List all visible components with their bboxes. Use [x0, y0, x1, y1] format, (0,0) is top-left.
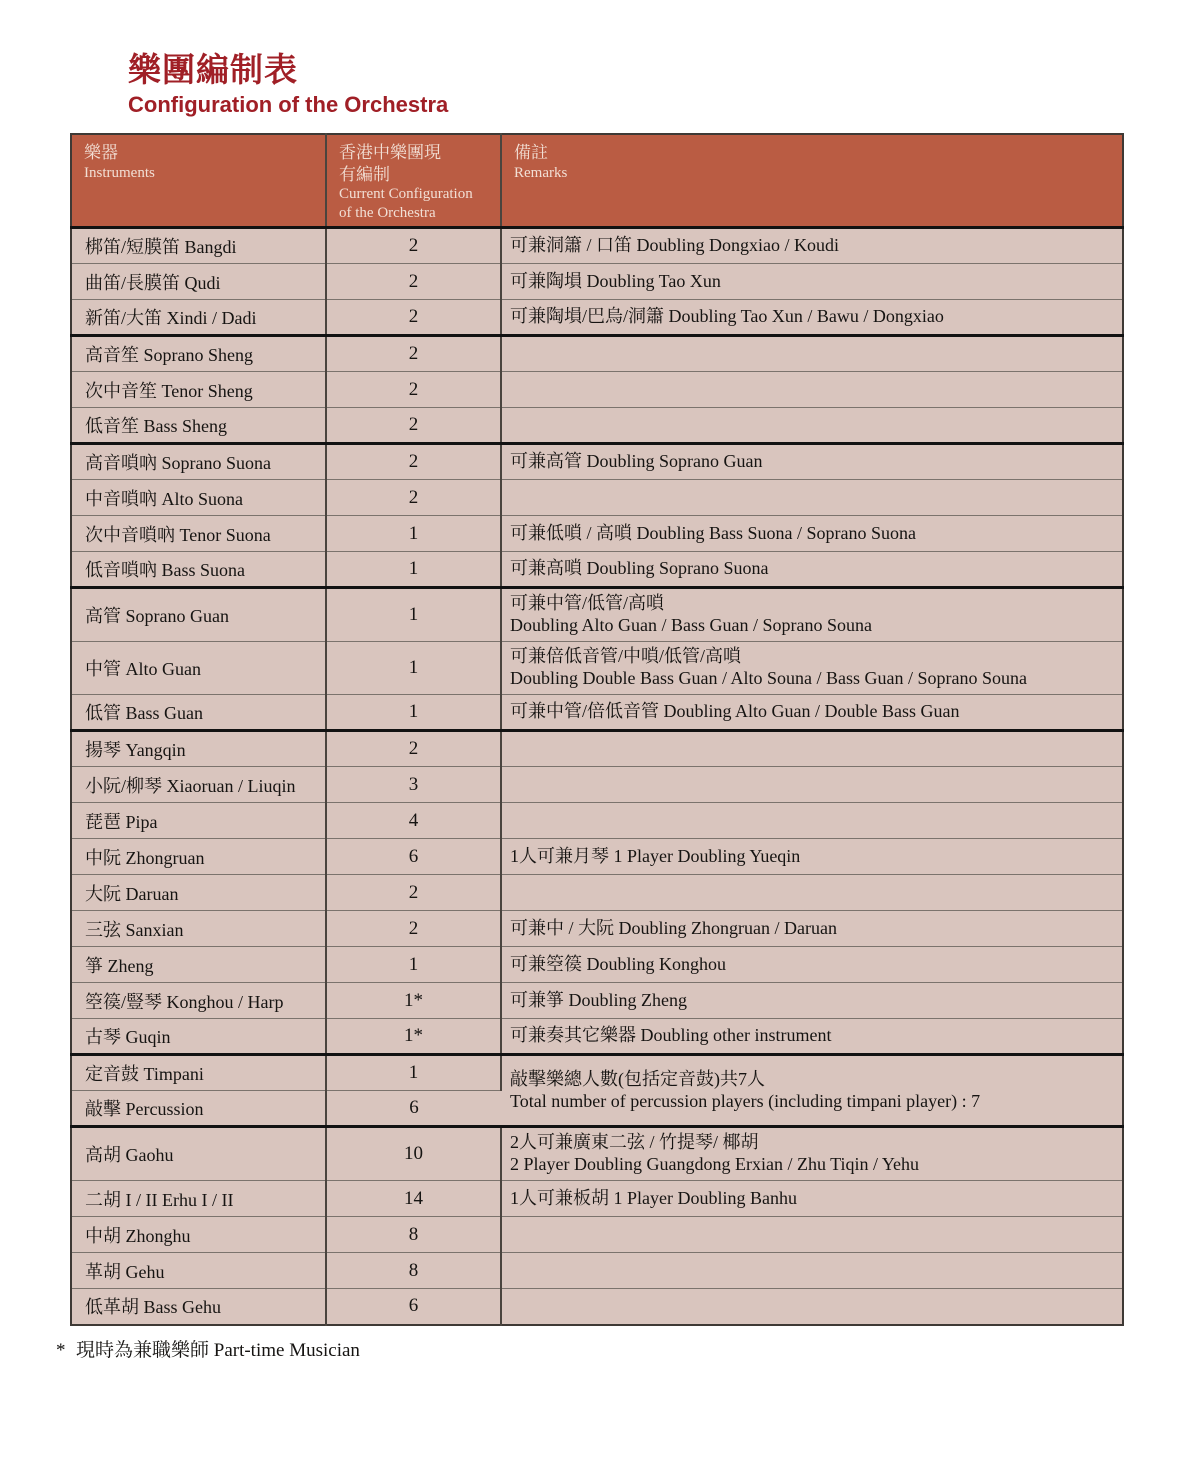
footnote-asterisk: *: [56, 1339, 66, 1361]
table-row: [71, 552, 1123, 588]
table-row: [71, 264, 1123, 300]
orchestra-configuration-table: [70, 133, 1124, 1325]
remark-line: Total number of percussion players (including timpani player) : 7: [510, 1090, 981, 1111]
header-instruments-en: Instruments: [84, 164, 155, 181]
remark-line: 1人可兼板胡 1 Player Doubling Banhu: [510, 1187, 797, 1208]
instrument-cell: 揚琴 Yangqin: [71, 731, 326, 767]
remark-cell: [501, 552, 1123, 588]
count-cell: 6: [326, 1091, 501, 1127]
remark-cell: [501, 1127, 1123, 1181]
remark-line: 可兼倍低音管/中嗩/低管/高嗩: [510, 646, 742, 667]
remark-cell: [501, 695, 1123, 731]
header-remarks: [501, 134, 1123, 228]
table-row: [71, 372, 1123, 408]
instrument-cell: 敲擊 Percussion: [71, 1091, 326, 1127]
instrument-cell: 三弦 Sanxian: [71, 911, 326, 947]
count-cell: 2: [326, 264, 501, 300]
header-config-zh-line1: 香港中樂團現: [339, 143, 441, 163]
count-cell: 2: [326, 228, 501, 264]
remark-cell: [501, 588, 1123, 642]
count-cell: 3: [326, 767, 501, 803]
instrument-cell: 中胡 Zhonghu: [71, 1217, 326, 1253]
count-cell: 2: [326, 300, 501, 336]
remark-cell: [501, 1217, 1123, 1253]
remark-cell: [501, 336, 1123, 372]
count-cell: 2: [326, 336, 501, 372]
remark-cell: [501, 1181, 1123, 1217]
remark-line: Doubling Double Bass Guan / Alto Souna / Bass Guan / Soprano Souna: [510, 668, 1027, 689]
instrument-cell: 高管 Soprano Guan: [71, 588, 326, 642]
instrument-cell: 琵琶 Pipa: [71, 803, 326, 839]
instrument-cell: 中音嗩吶 Alto Suona: [71, 480, 326, 516]
remark-line: 可兼奏其它樂器 Doubling other instrument: [510, 1025, 832, 1046]
instrument-cell: 次中音嗩吶 Tenor Suona: [71, 516, 326, 552]
table-row: [71, 408, 1123, 444]
table-row: [71, 767, 1123, 803]
header-instruments-zh: 樂器: [84, 143, 118, 163]
instrument-cell: 低音嗩吶 Bass Suona: [71, 552, 326, 588]
remark-cell: [501, 911, 1123, 947]
count-cell: 8: [326, 1253, 501, 1289]
remark-line: 可兼低嗩 / 高嗩 Doubling Bass Suona / Soprano Suona: [510, 522, 917, 543]
count-cell: 2: [326, 911, 501, 947]
count-cell: 1: [326, 1055, 501, 1091]
instrument-cell: 二胡 I / II Erhu I / II: [71, 1181, 326, 1217]
table-row: [71, 731, 1123, 767]
count-cell: 1: [326, 516, 501, 552]
remark-cell: [501, 767, 1123, 803]
header-config-zh-line2: 有編制: [339, 164, 390, 184]
table-row: [71, 1253, 1123, 1289]
remark-line: 可兼箜篌 Doubling Konghou: [510, 953, 726, 974]
instrument-cell: 高胡 Gaohu: [71, 1127, 326, 1181]
table-row: [71, 947, 1123, 983]
table-row: [71, 444, 1123, 480]
remark-cell: [501, 372, 1123, 408]
remark-cell: [501, 1289, 1123, 1325]
instrument-cell: 梆笛/短膜笛 Bangdi: [71, 228, 326, 264]
table-row: [71, 336, 1123, 372]
table-row: [71, 983, 1123, 1019]
remark-cell: [501, 983, 1123, 1019]
count-cell: 1*: [326, 983, 501, 1019]
table-row: [71, 1019, 1123, 1055]
count-cell: 2: [326, 480, 501, 516]
remark-line: 2人可兼廣東二弦 / 竹提琴/ 椰胡: [510, 1132, 759, 1153]
remark-line: 可兼高管 Doubling Soprano Guan: [510, 451, 763, 472]
instrument-cell: 革胡 Gehu: [71, 1253, 326, 1289]
header-row: [71, 134, 1123, 228]
count-cell: 2: [326, 372, 501, 408]
count-cell: 2: [326, 444, 501, 480]
table-row: [71, 1127, 1123, 1181]
table-row: [71, 588, 1123, 642]
instrument-cell: 高音笙 Soprano Sheng: [71, 336, 326, 372]
table-row: [71, 803, 1123, 839]
table-row: [71, 911, 1123, 947]
table-row: [71, 228, 1123, 264]
remark-line: 可兼陶塤/巴烏/洞簫 Doubling Tao Xun / Bawu / Dongxiao: [510, 306, 944, 327]
count-cell: 14: [326, 1181, 501, 1217]
remark-line: 可兼中管/倍低音管 Doubling Alto Guan / Double Bass Guan: [510, 701, 960, 722]
instrument-cell: 曲笛/長膜笛 Qudi: [71, 264, 326, 300]
remark-cell: [501, 408, 1123, 444]
header-current-configuration: [326, 134, 501, 228]
remark-line: 可兼陶塤 Doubling Tao Xun: [510, 270, 721, 291]
table-row: [71, 1181, 1123, 1217]
count-cell: 1: [326, 695, 501, 731]
header-instruments: [71, 134, 326, 228]
page-title-chinese: 樂團編制表: [128, 51, 298, 88]
remark-cell: [501, 1019, 1123, 1055]
instrument-cell: 新笛/大笛 Xindi / Dadi: [71, 300, 326, 336]
remark-line: 可兼中 / 大阮 Doubling Zhongruan / Daruan: [510, 917, 837, 938]
instrument-cell: 次中音笙 Tenor Sheng: [71, 372, 326, 408]
remark-line: 可兼箏 Doubling Zheng: [510, 989, 687, 1010]
instrument-cell: 高音嗩吶 Soprano Suona: [71, 444, 326, 480]
remark-line: 1人可兼月琴 1 Player Doubling Yueqin: [510, 845, 801, 866]
remark-cell: [501, 875, 1123, 911]
remark-cell: [501, 731, 1123, 767]
remark-cell: [501, 803, 1123, 839]
remark-line: 可兼高嗩 Doubling Soprano Suona: [510, 558, 769, 579]
instrument-cell: 低管 Bass Guan: [71, 695, 326, 731]
remark-cell: [501, 480, 1123, 516]
header-config-en-line1: Current Configuration: [339, 185, 473, 202]
remark-cell: [501, 642, 1123, 695]
remark-cell: [501, 839, 1123, 875]
count-cell: 1: [326, 642, 501, 695]
footnote-text: 現時為兼職樂師 Part-time Musician: [76, 1339, 360, 1361]
remark-cell: [501, 228, 1123, 264]
header-config-en-line2: of the Orchestra: [339, 204, 436, 221]
count-cell: 6: [326, 839, 501, 875]
table-row: [71, 695, 1123, 731]
table-row: [71, 1289, 1123, 1325]
count-cell: 2: [326, 875, 501, 911]
instrument-cell: 大阮 Daruan: [71, 875, 326, 911]
table-row: [71, 516, 1123, 552]
table-row: [71, 1055, 1123, 1091]
instrument-cell: 低音笙 Bass Sheng: [71, 408, 326, 444]
remark-line: 可兼洞簫 / 口笛 Doubling Dongxiao / Koudi: [510, 235, 839, 256]
remark-cell: [501, 444, 1123, 480]
count-cell: 2: [326, 731, 501, 767]
remark-line: Doubling Alto Guan / Bass Guan / Soprano Souna: [510, 615, 872, 636]
count-cell: 10: [326, 1127, 501, 1181]
table-row: [71, 642, 1123, 695]
instrument-cell: 中管 Alto Guan: [71, 642, 326, 695]
instrument-cell: 小阮/柳琴 Xiaoruan / Liuqin: [71, 767, 326, 803]
footnote: [56, 1335, 1182, 1362]
instrument-cell: 定音鼓 Timpani: [71, 1055, 326, 1091]
instrument-cell: 低革胡 Bass Gehu: [71, 1289, 326, 1325]
table-row: [71, 480, 1123, 516]
instrument-cell: 古琴 Guqin: [71, 1019, 326, 1055]
remark-cell: [501, 947, 1123, 983]
table-row: [71, 300, 1123, 336]
instrument-cell: 箏 Zheng: [71, 947, 326, 983]
remark-cell: [501, 300, 1123, 336]
page-title-english: Configuration of the Orchestra: [128, 92, 449, 118]
count-cell: 4: [326, 803, 501, 839]
remark-line: 敲擊樂總人數(包括定音鼓)共7人: [510, 1068, 765, 1089]
table-row: [71, 1217, 1123, 1253]
count-cell: 1: [326, 552, 501, 588]
count-cell: 8: [326, 1217, 501, 1253]
table-row: [71, 839, 1123, 875]
instrument-cell: 中阮 Zhongruan: [71, 839, 326, 875]
count-cell: 6: [326, 1289, 501, 1325]
remark-cell: [501, 264, 1123, 300]
count-cell: 1*: [326, 1019, 501, 1055]
count-cell: 1: [326, 947, 501, 983]
count-cell: 1: [326, 588, 501, 642]
header-remarks-zh: 備註: [514, 143, 548, 163]
remark-cell: [501, 516, 1123, 552]
remark-line: 2 Player Doubling Guangdong Erxian / Zhu Tiqin / Yehu: [510, 1154, 920, 1175]
header-remarks-en: Remarks: [514, 164, 568, 181]
table-row: [71, 875, 1123, 911]
instrument-cell: 箜篌/豎琴 Konghou / Harp: [71, 983, 326, 1019]
count-cell: 2: [326, 408, 501, 444]
remark-cell: [501, 1253, 1123, 1289]
remark-cell: [501, 1055, 1123, 1127]
remark-line: 可兼中管/低管/高嗩: [510, 593, 665, 614]
